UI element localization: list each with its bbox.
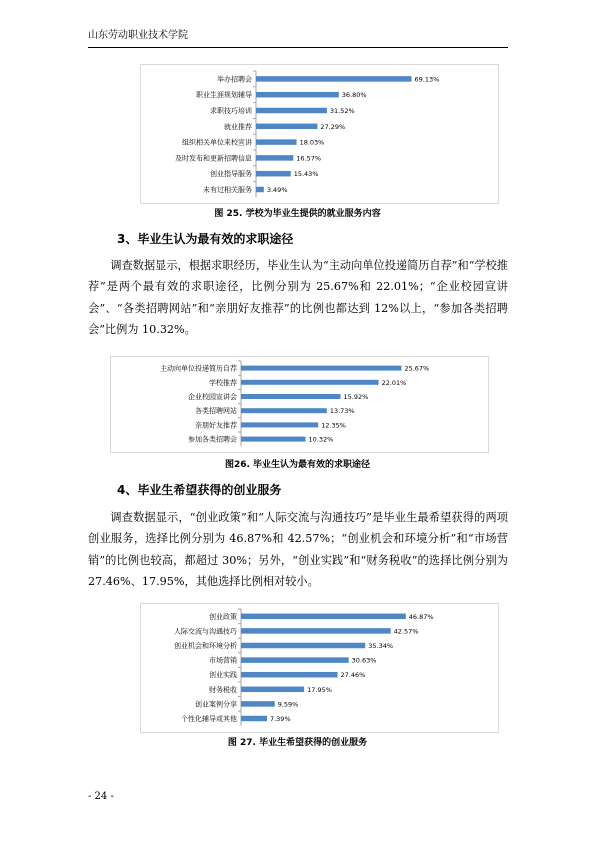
data-label: 9.59% [277,700,299,709]
category-label: 亲朋好友推荐 [195,421,237,430]
startup-service-chart [140,603,499,733]
data-label: 15.43% [293,170,319,179]
category-label: 及时发布和更新招聘信息 [175,154,252,163]
data-label: 69.13% [414,75,440,84]
category-label: 创业实践 [209,671,237,680]
data-label: 10.32% [308,435,334,444]
category-label: 组织相关单位来校宣讲 [182,138,252,147]
data-label: 27.46% [340,671,366,680]
bar [256,155,293,161]
job-service-chart [140,64,499,204]
category-label: 主动向单位投递简历自荐 [160,364,237,373]
category-label: 举办招聘会 [217,75,252,84]
bar [241,394,341,399]
bar [241,687,304,693]
data-label: 25.67% [404,364,430,373]
bar [241,628,391,634]
data-label: 17.95% [307,685,332,694]
bar [256,187,264,193]
page-header: 山东劳动职业技术学院 [88,30,188,41]
bar [241,408,327,413]
data-label: 15.92% [343,393,369,401]
bar [241,614,406,620]
bar [256,171,291,177]
section-3-paragraph: 调查数据显示，根据求职经历，毕业生认为“主动向单位投递简历自荐”和“学校推荐”是两个最有效的求职途径，比例分别为 25.67%和 22.01%；“企业校园宣讲会”、“各类招聘网站”和“亲朋好友推荐”的比例也都达到 12%以上，“参加各类招聘会”比例为 10.32%。 [88,259,508,337]
data-label: 18.03% [299,138,325,147]
figure-25-caption: 图 25. 学校为毕业生提供的就业服务内容 [214,209,381,219]
bar [241,380,379,385]
bar [241,643,365,649]
job-channel-chart [110,356,489,453]
bar [241,672,338,678]
bar [241,366,401,371]
category-label: 求职技巧培训 [210,107,252,115]
bar [256,108,327,114]
data-label: 46.87% [408,612,434,621]
data-label: 27.29% [320,122,346,131]
page-number: - 24 - [88,791,114,802]
section-4-paragraph: 调查数据显示，“创业政策”和“人际交流与沟通技巧”是毕业生最希望获得的两项创业服务，选择比例分别为 46.87%和 42.57%；“创业机会和环境分析”和“市场营销”的比例也较高，都超过 30%；另外，“创业实践”和“财务税收”的选择比例分别为 27.46%、17.95%，其他选择比例相对较小。 [88,511,508,589]
category-label: 各类招聘网站 [195,407,237,416]
bar [256,92,339,98]
category-label: 财务税收 [209,685,237,694]
figure-27-caption: 图 27. 毕业生希望获得的创业服务 [227,738,368,748]
category-label: 创业指导服务 [210,170,252,179]
data-label: 3.49% [266,186,288,194]
bar [241,701,275,707]
bar [241,716,267,722]
category-label: 职业生涯规划辅导 [196,91,252,100]
data-label: 35.34% [368,642,394,650]
data-label: 7.39% [269,715,291,723]
category-label: 企业校园宣讲会 [188,393,237,401]
category-label: 未有过相关服务 [203,186,252,194]
data-label: 30.63% [351,656,377,665]
startup-service-bar-chart [141,604,498,732]
figure-26-caption: 图26. 毕业生认为最有效的求职途径 [224,460,371,470]
data-label: 36.80% [341,91,367,100]
bar [241,657,349,663]
data-label: 12.35% [321,421,346,430]
category-label: 创业案例分享 [195,700,237,709]
data-label: 31.52% [329,107,355,115]
category-label: 就业推荐 [224,122,252,131]
data-label: 13.73% [329,407,355,416]
job-channel-bar-chart [111,357,488,452]
bar [241,422,318,427]
bar [256,124,317,130]
category-label: 参加各类招聘会 [188,435,237,444]
section-4-heading: 4、毕业生希望获得的创业服务 [117,483,282,497]
section-3-heading: 3、毕业生认为最有效的求职途径 [117,232,294,246]
data-label: 42.57% [393,627,419,636]
bar [256,76,412,82]
bar [256,139,297,145]
category-label: 创业政策 [209,612,237,621]
data-label: 16.57% [296,154,322,163]
bar [241,437,306,442]
header-rule [88,47,508,48]
category-label: 学校推荐 [209,378,237,387]
category-label: 市场营销 [209,656,237,665]
category-label: 个性化辅导或其他 [181,715,237,723]
category-label: 创业机会和环境分析 [174,642,237,650]
job-service-bar-chart [141,65,498,203]
data-label: 22.01% [381,378,407,387]
category-label: 人际交流与沟通技巧 [174,627,237,636]
